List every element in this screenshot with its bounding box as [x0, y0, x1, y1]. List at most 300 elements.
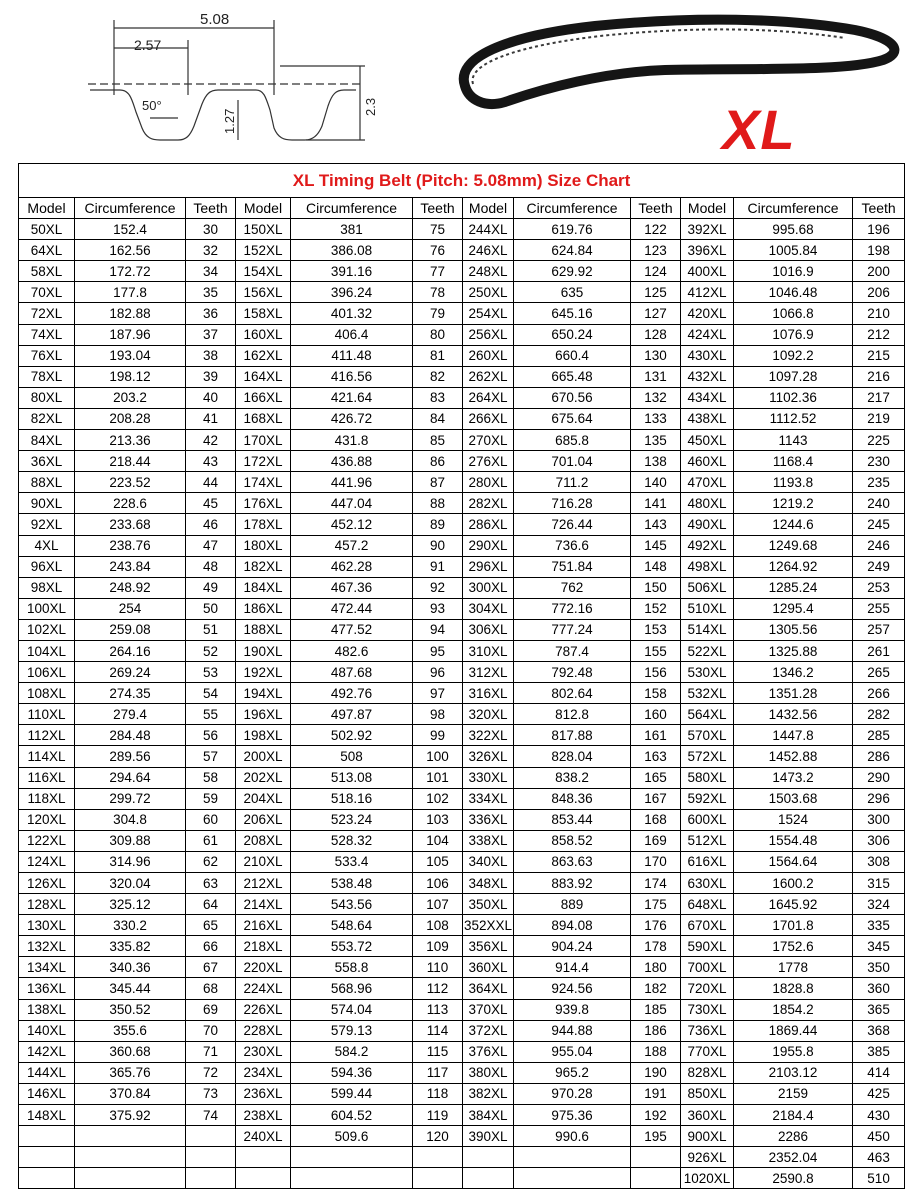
table-cell: 235 [853, 472, 905, 493]
table-cell: 120XL [19, 809, 75, 830]
table-cell: 163 [631, 746, 681, 767]
table-cell: 35 [186, 282, 236, 303]
table-cell: 802.64 [514, 683, 631, 704]
table-cell: 616XL [681, 851, 734, 872]
table-cell: 106XL [19, 662, 75, 683]
table-cell: 172.72 [75, 261, 186, 282]
table-cell: 202XL [236, 767, 291, 788]
table-cell: 84XL [19, 430, 75, 451]
table-cell: 1778 [734, 957, 853, 978]
column-header: Model [681, 198, 734, 219]
table-cell: 1066.8 [734, 303, 853, 324]
table-cell: 254XL [463, 303, 514, 324]
table-cell: 533.4 [291, 851, 413, 872]
table-row [19, 408, 905, 429]
table-cell: 564XL [681, 704, 734, 725]
table-cell: 165 [631, 767, 681, 788]
table-cell: 145 [631, 535, 681, 556]
table-cell: 143 [631, 514, 681, 535]
table-row [19, 767, 905, 788]
table-cell: 480XL [681, 493, 734, 514]
table-cell: 528.32 [291, 830, 413, 851]
table-cell: 182XL [236, 556, 291, 577]
table-cell: 812.8 [514, 704, 631, 725]
table-cell: 126XL [19, 873, 75, 894]
table-cell: 970.28 [514, 1083, 631, 1104]
table-cell: 160XL [236, 324, 291, 345]
belt-image [445, 8, 915, 128]
table-cell: 70 [186, 1020, 236, 1041]
table-cell: 63 [186, 873, 236, 894]
table-row [19, 788, 905, 809]
table-cell: 99 [413, 725, 463, 746]
table-cell: 198.12 [75, 366, 186, 387]
table-cell: 330XL [463, 767, 514, 788]
table-cell: 340.36 [75, 957, 186, 978]
table-row [19, 1020, 905, 1041]
table-cell: 217 [853, 387, 905, 408]
table-cell: 156 [631, 662, 681, 683]
table-cell: 426.72 [291, 408, 413, 429]
table-cell: 330.2 [75, 915, 186, 936]
header-area [0, 0, 922, 163]
table-cell: 360.68 [75, 1041, 186, 1062]
table-cell: 73 [186, 1083, 236, 1104]
table-cell: 324 [853, 894, 905, 915]
table-cell [186, 1126, 236, 1147]
table-cell: 522XL [681, 640, 734, 661]
table-cell: 492.76 [291, 683, 413, 704]
table-cell: 108XL [19, 683, 75, 704]
table-cell: 1285.24 [734, 577, 853, 598]
table-cell: 372XL [463, 1020, 514, 1041]
table-cell: 955.04 [514, 1041, 631, 1062]
table-cell: 924.56 [514, 978, 631, 999]
table-cell: 152XL [236, 240, 291, 261]
table-cell: 914.4 [514, 957, 631, 978]
table-cell: 76XL [19, 345, 75, 366]
table-cell: 700XL [681, 957, 734, 978]
table-cell: 4XL [19, 535, 75, 556]
table-cell: 176 [631, 915, 681, 936]
table-cell: 1305.56 [734, 619, 853, 640]
table-cell: 234XL [236, 1062, 291, 1083]
table-cell [514, 1168, 631, 1189]
table-cell: 600XL [681, 809, 734, 830]
table-cell: 96 [413, 662, 463, 683]
belt-height-dim: 2.3 [363, 97, 378, 116]
table-cell: 730XL [681, 999, 734, 1020]
table-row [19, 1105, 905, 1126]
table-cell: 138 [631, 451, 681, 472]
table-cell: 122 [631, 219, 681, 240]
table-cell: 266XL [463, 408, 514, 429]
table-cell: 51 [186, 619, 236, 640]
table-cell: 238.76 [75, 535, 186, 556]
table-cell: 90 [413, 535, 463, 556]
table-cell: 174XL [236, 472, 291, 493]
table-cell: 665.48 [514, 366, 631, 387]
table-row [19, 809, 905, 830]
table-cell: 450XL [681, 430, 734, 451]
table-cell: 55 [186, 704, 236, 725]
pitch-dim: 5.08 [200, 11, 230, 28]
table-cell: 40 [186, 387, 236, 408]
table-cell: 210 [853, 303, 905, 324]
table-cell: 156XL [236, 282, 291, 303]
table-cell: 144XL [19, 1062, 75, 1083]
table-cell: 146XL [19, 1083, 75, 1104]
table-cell: 282 [853, 704, 905, 725]
table-cell: 45 [186, 493, 236, 514]
table-cell: 1020XL [681, 1168, 734, 1189]
table-cell: 160 [631, 704, 681, 725]
table-cell: 315 [853, 873, 905, 894]
table-cell: 2352.04 [734, 1147, 853, 1168]
table-cell: 685.8 [514, 430, 631, 451]
table-row [19, 704, 905, 725]
table-cell: 79 [413, 303, 463, 324]
table-cell: 44 [186, 472, 236, 493]
table-cell: 350XL [463, 894, 514, 915]
table-cell: 370.84 [75, 1083, 186, 1104]
table-cell: 420XL [681, 303, 734, 324]
table-cell: 270XL [463, 430, 514, 451]
table-cell: 538.48 [291, 873, 413, 894]
table-cell: 335.82 [75, 936, 186, 957]
table-cell: 863.63 [514, 851, 631, 872]
table-cell: 184XL [236, 577, 291, 598]
table-cell [463, 1168, 514, 1189]
table-cell [291, 1168, 413, 1189]
table-cell: 720XL [681, 978, 734, 999]
table-cell: 316XL [463, 683, 514, 704]
table-cell: 320.04 [75, 873, 186, 894]
table-cell: 265 [853, 662, 905, 683]
table-cell: 304.8 [75, 809, 186, 830]
table-cell: 360XL [681, 1105, 734, 1126]
table-cell: 457.2 [291, 535, 413, 556]
table-cell: 1143 [734, 430, 853, 451]
table-cell: 60 [186, 809, 236, 830]
table-cell: 249 [853, 556, 905, 577]
table-cell: 1351.28 [734, 683, 853, 704]
table-cell: 90XL [19, 493, 75, 514]
table-cell: 414 [853, 1062, 905, 1083]
table-cell: 306 [853, 830, 905, 851]
table-cell: 314.96 [75, 851, 186, 872]
table-cell: 360XL [463, 957, 514, 978]
table-cell: 648XL [681, 894, 734, 915]
table-cell: 883.92 [514, 873, 631, 894]
table-cell: 152 [631, 598, 681, 619]
table-cell: 81 [413, 345, 463, 366]
table-cell: 32 [186, 240, 236, 261]
table-cell: 220XL [236, 957, 291, 978]
table-cell: 64XL [19, 240, 75, 261]
table-cell: 46 [186, 514, 236, 535]
table-cell: 518.16 [291, 788, 413, 809]
table-cell: 635 [514, 282, 631, 303]
table-cell: 236XL [236, 1083, 291, 1104]
table-cell: 751.84 [514, 556, 631, 577]
table-cell [236, 1168, 291, 1189]
table-cell: 47 [186, 535, 236, 556]
table-cell: 42 [186, 430, 236, 451]
table-cell: 140XL [19, 1020, 75, 1041]
table-cell: 135 [631, 430, 681, 451]
table-cell: 416.56 [291, 366, 413, 387]
table-cell: 65 [186, 915, 236, 936]
table-cell: 86 [413, 451, 463, 472]
table-cell: 817.88 [514, 725, 631, 746]
table-cell: 296XL [463, 556, 514, 577]
table-cell: 245 [853, 514, 905, 535]
table-row [19, 662, 905, 683]
table-cell: 1473.2 [734, 767, 853, 788]
table-cell: 904.24 [514, 936, 631, 957]
table-cell: 158XL [236, 303, 291, 324]
table-cell [186, 1147, 236, 1168]
table-cell: 396.24 [291, 282, 413, 303]
table-cell: 1168.4 [734, 451, 853, 472]
table-cell: 74 [186, 1105, 236, 1126]
table-cell: 208.28 [75, 408, 186, 429]
table-cell: 80XL [19, 387, 75, 408]
table-cell: 261 [853, 640, 905, 661]
table-cell: 253 [853, 577, 905, 598]
table-cell: 1193.8 [734, 472, 853, 493]
table-cell: 148XL [19, 1105, 75, 1126]
table-cell: 391.16 [291, 261, 413, 282]
table-cell: 370XL [463, 999, 514, 1020]
table-cell: 300 [853, 809, 905, 830]
table-cell: 1645.92 [734, 894, 853, 915]
table-row [19, 619, 905, 640]
table-cell: 206XL [236, 809, 291, 830]
table-cell: 497.87 [291, 704, 413, 725]
table-cell: 85 [413, 430, 463, 451]
table-cell: 38 [186, 345, 236, 366]
table-row [19, 345, 905, 366]
table-cell: 155 [631, 640, 681, 661]
table-cell: 64 [186, 894, 236, 915]
table-cell: 210XL [236, 851, 291, 872]
table-cell: 194XL [236, 683, 291, 704]
table-cell: 167 [631, 788, 681, 809]
table-cell: 381 [291, 219, 413, 240]
table-cell: 115 [413, 1041, 463, 1062]
table-cell: 279.4 [75, 704, 186, 725]
column-header: Teeth [853, 198, 905, 219]
table-cell: 110 [413, 957, 463, 978]
table-cell: 285 [853, 725, 905, 746]
table-cell: 89 [413, 514, 463, 535]
table-cell: 61 [186, 830, 236, 851]
table-cell: 452.12 [291, 514, 413, 535]
table-cell: 512XL [681, 830, 734, 851]
table-cell: 124XL [19, 851, 75, 872]
column-header: Teeth [186, 198, 236, 219]
table-cell: 1452.88 [734, 746, 853, 767]
table-cell: 340XL [463, 851, 514, 872]
table-cell: 787.4 [514, 640, 631, 661]
table-cell: 345 [853, 936, 905, 957]
table-cell: 87 [413, 472, 463, 493]
table-cell: 400XL [681, 261, 734, 282]
table-cell: 141 [631, 493, 681, 514]
table-cell: 162XL [236, 345, 291, 366]
table-row [19, 830, 905, 851]
table-cell: 513.08 [291, 767, 413, 788]
table-cell: 650.24 [514, 324, 631, 345]
table-cell: 995.68 [734, 219, 853, 240]
table-cell: 792.48 [514, 662, 631, 683]
table-cell: 50 [186, 598, 236, 619]
table-cell: 436.88 [291, 451, 413, 472]
table-cell: 472.44 [291, 598, 413, 619]
table-cell: 92 [413, 577, 463, 598]
column-header: Model [19, 198, 75, 219]
table-cell: 158 [631, 683, 681, 704]
table-cell: 1092.2 [734, 345, 853, 366]
angle-dim: 50° [142, 98, 162, 113]
table-cell: 128XL [19, 894, 75, 915]
table-cell: 148 [631, 556, 681, 577]
table-cell: 368 [853, 1020, 905, 1041]
table-cell: 412XL [681, 282, 734, 303]
table-cell: 390XL [463, 1126, 514, 1147]
table-cell [19, 1126, 75, 1147]
table-cell: 76 [413, 240, 463, 261]
table-cell: 30 [186, 219, 236, 240]
table-cell: 348XL [463, 873, 514, 894]
table-cell: 48 [186, 556, 236, 577]
table-cell: 67 [186, 957, 236, 978]
table-cell: 736XL [681, 1020, 734, 1041]
table-cell: 310XL [463, 640, 514, 661]
table-cell: 1752.6 [734, 936, 853, 957]
table-cell: 225 [853, 430, 905, 451]
table-cell [463, 1147, 514, 1168]
header-row [19, 198, 905, 219]
table-cell: 178XL [236, 514, 291, 535]
table-cell [514, 1147, 631, 1168]
table-cell: 190XL [236, 640, 291, 661]
table-cell: 777.24 [514, 619, 631, 640]
table-row [19, 683, 905, 704]
table-cell: 568.96 [291, 978, 413, 999]
table-cell: 256XL [463, 324, 514, 345]
table-cell: 675.64 [514, 408, 631, 429]
table-cell: 574.04 [291, 999, 413, 1020]
table-cell: 889 [514, 894, 631, 915]
table-cell: 726.44 [514, 514, 631, 535]
table-cell: 624.84 [514, 240, 631, 261]
table-cell: 900XL [681, 1126, 734, 1147]
table-cell: 66 [186, 936, 236, 957]
table-cell: 107 [413, 894, 463, 915]
table-cell: 240 [853, 493, 905, 514]
table-cell: 482.6 [291, 640, 413, 661]
table-cell: 257 [853, 619, 905, 640]
table-cell: 350.52 [75, 999, 186, 1020]
table-cell: 195 [631, 1126, 681, 1147]
table-cell: 192 [631, 1105, 681, 1126]
table-cell: 208XL [236, 830, 291, 851]
table-row [19, 556, 905, 577]
table-cell: 360 [853, 978, 905, 999]
table-cell: 101 [413, 767, 463, 788]
table-cell: 134XL [19, 957, 75, 978]
table-cell: 49 [186, 577, 236, 598]
table-cell: 376XL [463, 1041, 514, 1062]
table-cell: 510 [853, 1168, 905, 1189]
table-cell: 70XL [19, 282, 75, 303]
table-cell: 133 [631, 408, 681, 429]
table-cell: 290 [853, 767, 905, 788]
table-cell: 514XL [681, 619, 734, 640]
table-cell: 736.6 [514, 535, 631, 556]
table-cell: 50XL [19, 219, 75, 240]
table-cell: 218XL [236, 936, 291, 957]
table-cell: 88 [413, 493, 463, 514]
table-cell: 188 [631, 1041, 681, 1062]
table-cell: 109 [413, 936, 463, 957]
table-cell: 580XL [681, 767, 734, 788]
table-cell [236, 1147, 291, 1168]
table-cell: 83 [413, 387, 463, 408]
table-cell: 104XL [19, 640, 75, 661]
table-cell: 118XL [19, 788, 75, 809]
table-cell: 100 [413, 746, 463, 767]
table-cell [75, 1126, 186, 1147]
table-cell: 1524 [734, 809, 853, 830]
table-cell: 299.72 [75, 788, 186, 809]
table-cell: 82 [413, 366, 463, 387]
table-cell: 174 [631, 873, 681, 894]
table-cell: 1249.68 [734, 535, 853, 556]
table-cell: 154XL [236, 261, 291, 282]
table-cell: 204XL [236, 788, 291, 809]
table-cell: 88XL [19, 472, 75, 493]
table-cell: 338XL [463, 830, 514, 851]
table-cell: 599.44 [291, 1083, 413, 1104]
table-row [19, 978, 905, 999]
table-cell: 579.13 [291, 1020, 413, 1041]
table-cell: 848.36 [514, 788, 631, 809]
table-cell: 441.96 [291, 472, 413, 493]
table-cell: 228XL [236, 1020, 291, 1041]
table-cell: 345.44 [75, 978, 186, 999]
table-cell: 645.16 [514, 303, 631, 324]
table-cell: 150XL [236, 219, 291, 240]
table-cell: 69 [186, 999, 236, 1020]
table-cell: 108 [413, 915, 463, 936]
table-row [19, 430, 905, 451]
table-cell: 80 [413, 324, 463, 345]
table-cell: 401.32 [291, 303, 413, 324]
table-row [19, 999, 905, 1020]
table-cell: 152.4 [75, 219, 186, 240]
table-cell: 180 [631, 957, 681, 978]
table-cell: 82XL [19, 408, 75, 429]
table-cell: 290XL [463, 535, 514, 556]
table-cell: 1828.8 [734, 978, 853, 999]
table-cell: 1295.4 [734, 598, 853, 619]
table-cell: 262XL [463, 366, 514, 387]
table-cell: 630XL [681, 873, 734, 894]
